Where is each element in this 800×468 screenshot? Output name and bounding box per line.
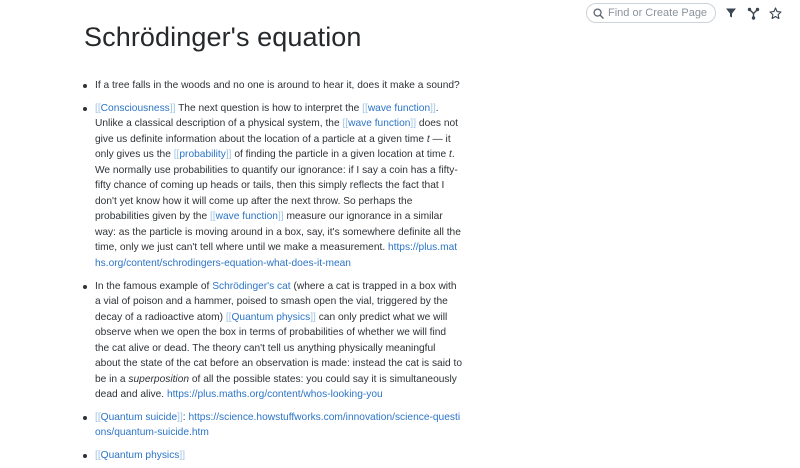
filter-icon[interactable] (724, 6, 738, 20)
page-ref-quantum-suicide[interactable]: Quantum suicide (100, 411, 178, 423)
page-ref-quantum-physics[interactable]: Quantum physics (231, 311, 311, 323)
external-link[interactable]: https://science.howstuffworks.com/innovation/science-questions/quantum-suicide.htm (95, 411, 461, 439)
bracket-close: ]] (177, 411, 183, 423)
block-item[interactable] (82, 279, 462, 403)
bracket-open: [[ (225, 311, 232, 323)
block-text: . Unlike a classical description of a physical system, the (95, 102, 439, 130)
bracket-open: [[ (173, 149, 180, 161)
block-text: of finding the particle in a given location at time (231, 149, 449, 161)
bracket-open: [[ (95, 102, 101, 114)
block-item[interactable] (82, 78, 462, 94)
bracket-open: [[ (95, 411, 101, 423)
block-item[interactable] (82, 101, 462, 272)
bracket-close: ]] (169, 102, 176, 114)
external-link[interactable]: https://plus.maths.org/content/schrodingers-equation-what-does-it-mean (95, 242, 458, 270)
page-ref-wave-function[interactable]: wave function (215, 211, 278, 223)
bracket-close: ]] (277, 211, 284, 223)
bracket-close: ]] (410, 118, 417, 130)
bracket-open: [[ (209, 211, 216, 223)
block-text: does not give us definite information about the location of a particle at a given time (95, 118, 458, 145)
block-text: : (182, 411, 189, 423)
block-text: The next question is how to interpret the (175, 102, 363, 114)
block-text: can only predict what we will observe when we open the box in terms of probabilities of whether we will find the cat alive or dead. The theory can't tell us anything physically meaningful about the state of the cat before an observation is made: instead the cat is said to be in a (95, 311, 462, 385)
page-ref-schrodingers-cat[interactable]: Schrödinger's cat (212, 280, 291, 292)
block-text: (where a cat is trapped in a box with a vial of poison and a hammer, poised to smash open the vial, triggered by the decay of a radioactive atom) (95, 280, 457, 323)
page-ref-probability[interactable]: probability (179, 149, 226, 161)
bracket-open: [[ (362, 102, 368, 114)
block-text: . We normally use probabilities to quantify our ignorance: if I say a coin has a fifty-fifty chance of coming up heads or tails, then this simply reflects the fact that I don't yet know how it will come up after the next throw. So perhaps the probabilities given by the (95, 149, 458, 223)
page-ref-wave-function[interactable]: wave function (367, 102, 431, 114)
block-text: of all the possible states: you could say it is simultaneously dead and alive. (95, 373, 457, 401)
variable-t: t (448, 149, 452, 161)
bracket-close: ]] (310, 311, 316, 323)
bracket-close: ]] (430, 102, 436, 114)
search-input[interactable] (608, 7, 708, 19)
external-link[interactable]: https://plus.maths.org/content/whos-looking-you (166, 389, 383, 401)
bracket-open: [[ (95, 450, 101, 462)
block-list (82, 78, 462, 464)
search-icon (593, 8, 604, 19)
variable-t: t (426, 133, 430, 145)
page-ref-consciousness[interactable]: Consciousness (100, 102, 170, 114)
block-item[interactable] (82, 448, 462, 464)
page-ref-wave-function[interactable]: wave function (348, 118, 411, 130)
block-text: measure our ignorance in a similar way: as the particle is moving around in a box, say, it's somewhere definite all the time, only we just can't tell where until we make a measurement. (95, 211, 461, 254)
bracket-close: ]] (225, 149, 232, 161)
page-ref-quantum-physics[interactable]: Quantum physics (100, 450, 180, 462)
block-text: In the famous example of (95, 280, 213, 292)
graph-icon[interactable] (746, 6, 760, 20)
bracket-open: [[ (342, 118, 349, 130)
page-content (82, 78, 462, 468)
block-text: — it only gives us the (95, 133, 451, 161)
block-item[interactable] (82, 410, 462, 441)
star-icon[interactable] (768, 6, 782, 20)
bracket-close: ]] (179, 450, 186, 462)
top-toolbar (586, 3, 782, 23)
block-text: If a tree falls in the woods and no one is around to hear it, does it make a sound? (95, 80, 460, 91)
emphasis-superposition: superposition (128, 373, 190, 385)
page-title: Schrödinger's equation (84, 22, 362, 52)
search-box[interactable] (586, 3, 716, 23)
